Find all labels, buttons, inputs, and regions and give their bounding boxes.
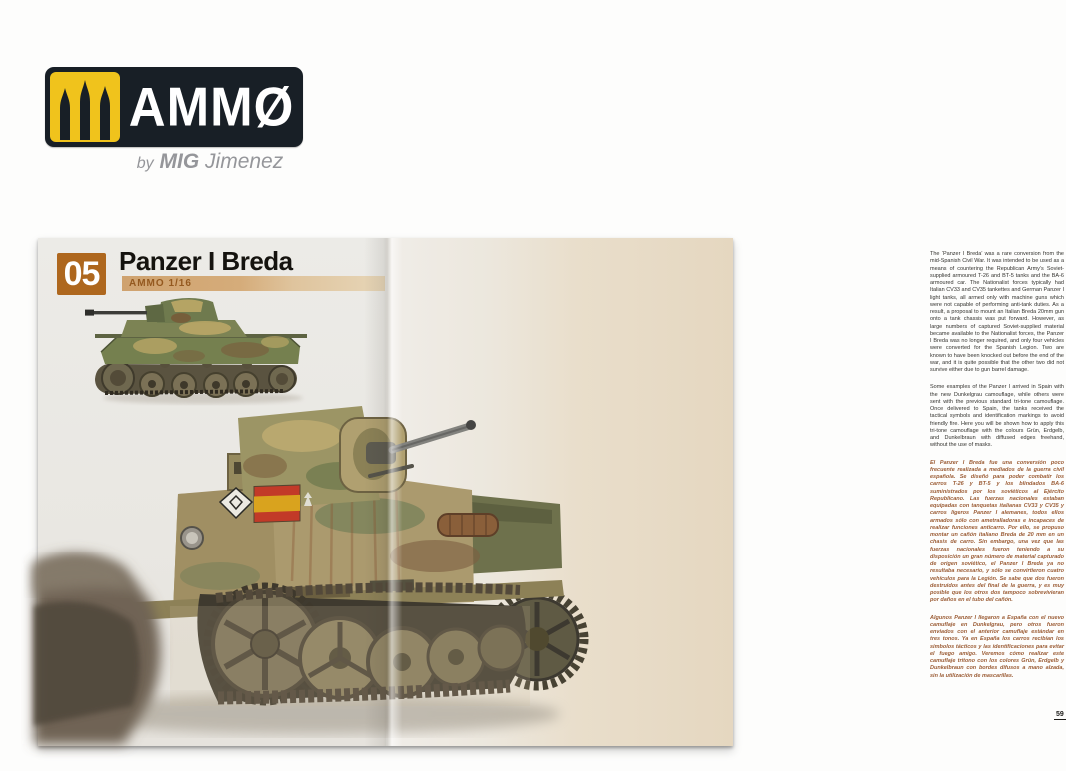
article-paragraph-en-2: Some examples of the Panzer I arrived in Spain with the new Dunkelgrau camouflage, while others were sent with the previous standard tri-tone camouflage. Once delivered to Spain, the tanks received the tactical symbols and identification markings to avoid friendly fire. Here you will be shown how to apply this tri-tone camouflage with the colours Grün, Erdgelb, and Dunkelbraun with diffused edges freehand, without the use of masks. (930, 384, 1064, 449)
chapter-title: Panzer I Breda (119, 246, 293, 276)
article-paragraph-en-1: The ‘Panzer I Breda’ was a rare conversion from the mid-Spanish Civil War. It was intended to be used as a means of countering the Republican Army’s Soviet-supplied armoured T-26 and BT-5 tanks and the BA-6 armoured car. The Nationalist forces typically had Italian CV33 and CV35 tankettes and German Panzer I light tanks, all armed only with machine guns which were not capable of performing anti-tank duties. As a result, a proposal to mount an Italian Breda 20mm gun onto a tank chassis was put forward. However, as large numbers of captured Soviet-supplied material became available to the Nationalist forces, the Panzer I Breda was no longer required, and only four vehicles were converted for the Spanish Legion. Two are known to have been knocked out before the end of the war, and it is quite possible that the other two did not survive either due to gun barrel damage. (930, 251, 1064, 373)
ammo-logo (45, 67, 303, 147)
page-number-right: 59 (1056, 711, 1064, 718)
book-spread (38, 238, 1064, 746)
chapter-subtitle: AMMO 1/16 (129, 278, 192, 289)
large-tank-photo (40, 396, 576, 744)
byline-by: by (136, 155, 154, 172)
byline-mig: MIG (159, 150, 200, 173)
article-text-column (930, 251, 1064, 729)
byline-name: Jimenez (205, 150, 284, 173)
small-tank-photo (85, 290, 317, 408)
byline (110, 150, 310, 174)
article-paragraph-es-2: Algunos Panzer I llegaron a España con el nuevo camuflaje en Dunkelgrau, pero otros fueron enviados con el anterior camuflaje estándar en tres tonos. Ya en España los carros recibían los símbolos tácticos y las identificaciones para evitar el fuego amigo. Veremos cómo realizar este camuflaje tritono con los colores Grün, Erdgelb y Dunkelbraun con bordes difusos a mano alzada, sin la utilización de mascarillas. (930, 614, 1064, 679)
chapter-subtitle-bar (122, 276, 385, 291)
chapter-number-badge: 05 (57, 253, 106, 295)
article-paragraph-es-1: El Panzer I Breda fue una conversión poco frecuente realizada a mediados de la guerra civil española. Se diseñó para poder combatir los carros T-26 y BT-5 y los blindados BA-6 suministrados por los soviéticos al Ejército Republicano. Las fuerzas nacionales estaban equipadas con tanquetas italianas CV33 y CV35 y carros ligeros Panzer I alemanes, todos ellos armados sólo con ametralladoras e incapaces de realizar funciones anticarro. Por ello, se propuso montar un cañón italiano Breda de 20 mm en un chasis de carro. Sin embargo, una vez que las fuerzas nacionales fueron teniendo a su disposición un gran número de material capturado de origen soviético, el Panzer I Breda ya no resultaba necesario, y sólo se convirtieron cuatro vehículos para la Legión. Se sabe que dos fueron destruidos antes del final de la guerra, y es muy posible que los otros dos tampoco sobrevivieran por daños en el tubo del cañón. (930, 459, 1064, 604)
ammo-wordmark: AMMØ (128, 75, 295, 138)
bullets-icon (50, 72, 120, 142)
